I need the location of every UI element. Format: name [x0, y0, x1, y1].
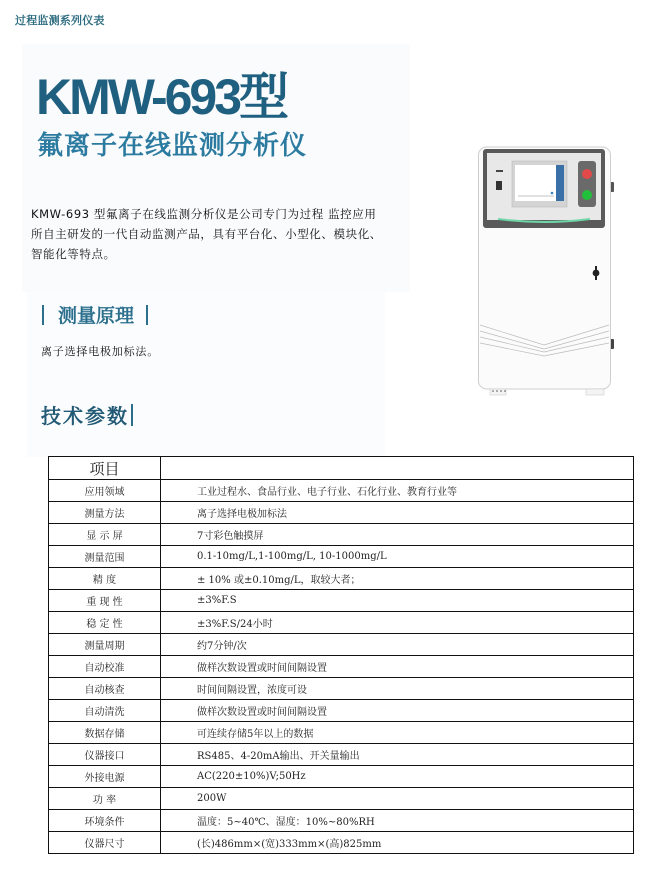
table-row — [49, 546, 634, 568]
table-row — [49, 788, 634, 810]
row-value: 200W — [161, 788, 634, 810]
table-row — [49, 810, 634, 832]
row-key: 测量方法 — [49, 502, 161, 524]
table-row — [49, 634, 634, 656]
table-row — [49, 612, 634, 634]
row-value: 0.1-10mg/L,1-100mg/L, 10-1000mg/L — [161, 546, 634, 568]
row-key: 自动核查 — [49, 678, 161, 700]
row-value: AC(220±10%)V;50Hz — [161, 766, 634, 788]
row-value: 做样次数设置或时间间隔设置 — [161, 700, 634, 722]
table-row — [49, 590, 634, 612]
spec-table — [48, 456, 634, 854]
table-row — [49, 656, 634, 678]
header-value — [161, 457, 634, 480]
heading-bar-left — [42, 305, 44, 325]
product-name: 氟离子在线监测分析仪 — [37, 131, 308, 161]
row-key: 仪器尺寸 — [49, 832, 161, 854]
row-key: 测量范围 — [49, 546, 161, 568]
row-value: 时间间隔设置，浓度可设 — [161, 678, 634, 700]
row-value: RS485、4-20mA输出、开关量输出 — [161, 744, 634, 766]
principle-heading-text: 测量原理 — [58, 305, 135, 327]
row-key: 外接电源 — [49, 766, 161, 788]
params-heading — [41, 400, 133, 429]
row-value: 可连续存储5年以上的数据 — [161, 722, 634, 744]
row-key: 精 度 — [49, 568, 161, 590]
row-key: 自动清洗 — [49, 700, 161, 722]
table-row — [49, 744, 634, 766]
row-value: (长)486mm×(宽)333mm×(高)825mm — [161, 832, 634, 854]
analyzer-device-image — [478, 145, 613, 397]
row-value: ±3%F.S/24小时 — [161, 612, 634, 634]
row-key: 应用领域 — [49, 480, 161, 502]
table-row — [49, 524, 634, 546]
series-label: 过程监测系列仪表 — [15, 14, 105, 27]
row-key: 测量周期 — [49, 634, 161, 656]
table-row — [49, 678, 634, 700]
row-key: 仪器接口 — [49, 744, 161, 766]
row-key: 数据存储 — [49, 722, 161, 744]
row-value: 温度：5~40℃、湿度：10%~80%RH — [161, 810, 634, 832]
table-row — [49, 722, 634, 744]
header-key: 项目 — [49, 457, 161, 480]
params-heading-text: 技术参数 — [41, 404, 129, 428]
principle-heading — [42, 301, 148, 328]
table-row — [49, 502, 634, 524]
row-value: 工业过程水、食品行业、电子行业、石化行业、教育行业等 — [161, 480, 634, 502]
row-value: 做样次数设置或时间间隔设置 — [161, 656, 634, 678]
intro-paragraph: KMW-693 型氟离子在线监测分析仪是公司专门为过程 监控应用所自主研发的一代自动监测产品，具有平台化、小型化、模块化、 智能化等特点。 — [31, 207, 382, 261]
table-row — [49, 700, 634, 722]
row-value: 离子选择电极加标法 — [161, 502, 634, 524]
table-row — [49, 766, 634, 788]
row-key: 重 现 性 — [49, 590, 161, 612]
row-key: 功 率 — [49, 788, 161, 810]
model-title: KMW-693型 — [36, 69, 287, 125]
row-value: ± 10% 或±0.10mg/L，取较大者； — [161, 568, 634, 590]
row-value: 7寸彩色触摸屏 — [161, 524, 634, 546]
table-row — [49, 480, 634, 502]
table-row — [49, 832, 634, 854]
row-key: 自动校准 — [49, 656, 161, 678]
heading-bar — [131, 404, 133, 426]
row-key: 环境条件 — [49, 810, 161, 832]
row-value: ±3%F.S — [161, 590, 634, 612]
heading-bar-right — [146, 305, 148, 325]
row-key: 稳 定 性 — [49, 612, 161, 634]
principle-text: 离子选择电极加标法。 — [41, 345, 159, 358]
row-key: 显 示 屏 — [49, 524, 161, 546]
table-header-row — [49, 457, 634, 480]
row-value: 约7分钟/次 — [161, 634, 634, 656]
table-row — [49, 568, 634, 590]
